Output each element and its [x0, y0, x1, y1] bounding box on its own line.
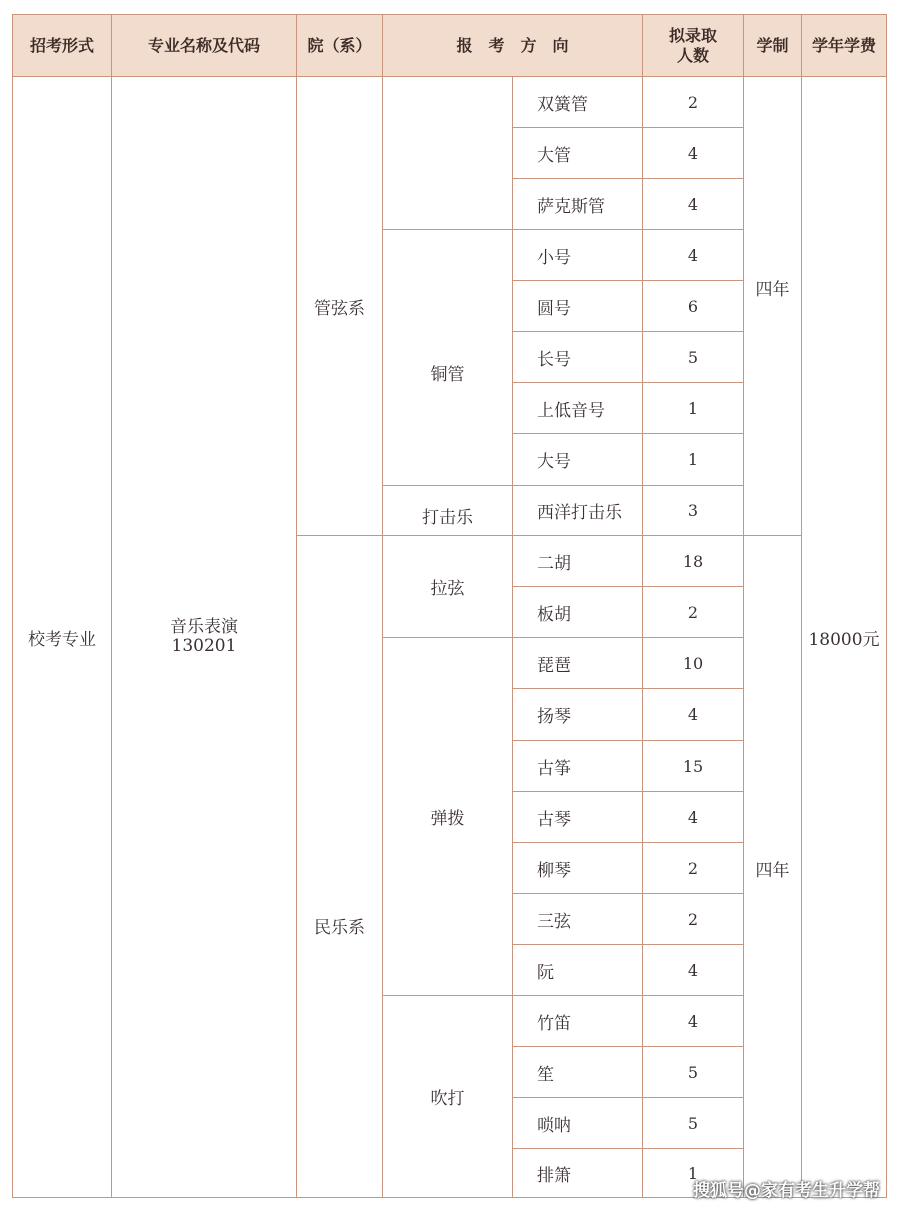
instrument-name: 古琴 — [512, 791, 643, 843]
instrument-quota: 6 — [642, 280, 744, 332]
instrument-quota: 5 — [642, 1097, 744, 1149]
instrument-name: 竹笛 — [512, 995, 643, 1047]
instrument-name: 柳琴 — [512, 842, 643, 894]
department-name-guanxian: 管弦系 — [296, 76, 383, 536]
instrument-quota: 4 — [642, 229, 744, 281]
header-direction: 报 考 方 向 — [382, 14, 643, 77]
instrument-name: 大管 — [512, 127, 643, 179]
instrument-quota: 15 — [642, 740, 744, 792]
instrument-name: 萨克斯管 — [512, 178, 643, 230]
instrument-quota: 2 — [642, 586, 744, 638]
group-bowed-strings: 拉弦 — [382, 535, 513, 638]
instrument-quota: 2 — [642, 76, 744, 128]
instrument-quota: 1 — [642, 382, 744, 434]
instrument-quota: 4 — [642, 178, 744, 230]
instrument-name: 笙 — [512, 1046, 643, 1098]
group-percussion: 打击乐 — [382, 485, 513, 536]
department-name-minyue: 民乐系 — [296, 535, 383, 1198]
instrument-quota: 1 — [642, 1148, 744, 1198]
instrument-name: 上低音号 — [512, 382, 643, 434]
instrument-name: 二胡 — [512, 535, 643, 587]
group-woodwind — [382, 76, 513, 230]
instrument-name: 长号 — [512, 331, 643, 383]
header-major-name-code: 专业名称及代码 — [111, 14, 297, 77]
instrument-quota: 4 — [642, 127, 744, 179]
instrument-name: 排箫 — [512, 1148, 643, 1198]
instrument-name: 大号 — [512, 433, 643, 486]
duration-cell-minyue: 四年 — [743, 535, 802, 1198]
instrument-quota: 18 — [642, 535, 744, 587]
instrument-quota: 4 — [642, 791, 744, 843]
instrument-quota: 2 — [642, 893, 744, 945]
instrument-quota: 5 — [642, 331, 744, 383]
header-exam-form: 招考形式 — [12, 14, 112, 77]
instrument-name: 扬琴 — [512, 688, 643, 741]
exam-form-cell: 校考专业 — [12, 76, 112, 1198]
group-plucked-strings: 弹拨 — [382, 637, 513, 996]
instrument-quota: 10 — [642, 637, 744, 689]
watermark: 搜狐号@家有考生升学帮 — [693, 1181, 880, 1201]
instrument-name: 双簧管 — [512, 76, 643, 128]
header-quota-line1: 拟录取 — [668, 25, 717, 45]
instrument-quota: 4 — [642, 688, 744, 741]
instrument-name: 西洋打击乐 — [512, 485, 643, 536]
major-code: 130201 — [171, 636, 237, 656]
instrument-name: 琵琶 — [512, 637, 643, 689]
header-duration: 学制 — [743, 14, 802, 77]
instrument-quota: 4 — [642, 944, 744, 996]
instrument-quota: 2 — [642, 842, 744, 894]
group-brass: 铜管 — [382, 229, 513, 486]
instrument-name: 小号 — [512, 229, 643, 281]
major-cell — [111, 76, 297, 1198]
instrument-quota: 1 — [642, 433, 744, 486]
header-quota-line2: 人数 — [676, 45, 709, 65]
tuition-cell: 18000元 — [801, 76, 887, 1198]
header-department: 院（系） — [296, 14, 383, 77]
instrument-name: 圆号 — [512, 280, 643, 332]
major-name: 音乐表演 — [170, 617, 238, 637]
instrument-quota: 4 — [642, 995, 744, 1047]
duration-cell-guanxian: 四年 — [743, 76, 802, 536]
instrument-name: 三弦 — [512, 893, 643, 945]
instrument-quota: 5 — [642, 1046, 744, 1098]
header-tuition: 学年学费 — [801, 14, 887, 77]
instrument-name: 唢呐 — [512, 1097, 643, 1149]
group-wind-percussion: 吹打 — [382, 995, 513, 1198]
instrument-name: 板胡 — [512, 586, 643, 638]
instrument-name: 阮 — [512, 944, 643, 996]
instrument-quota: 3 — [642, 485, 744, 536]
header-quota — [642, 14, 744, 77]
instrument-name: 古筝 — [512, 740, 643, 792]
